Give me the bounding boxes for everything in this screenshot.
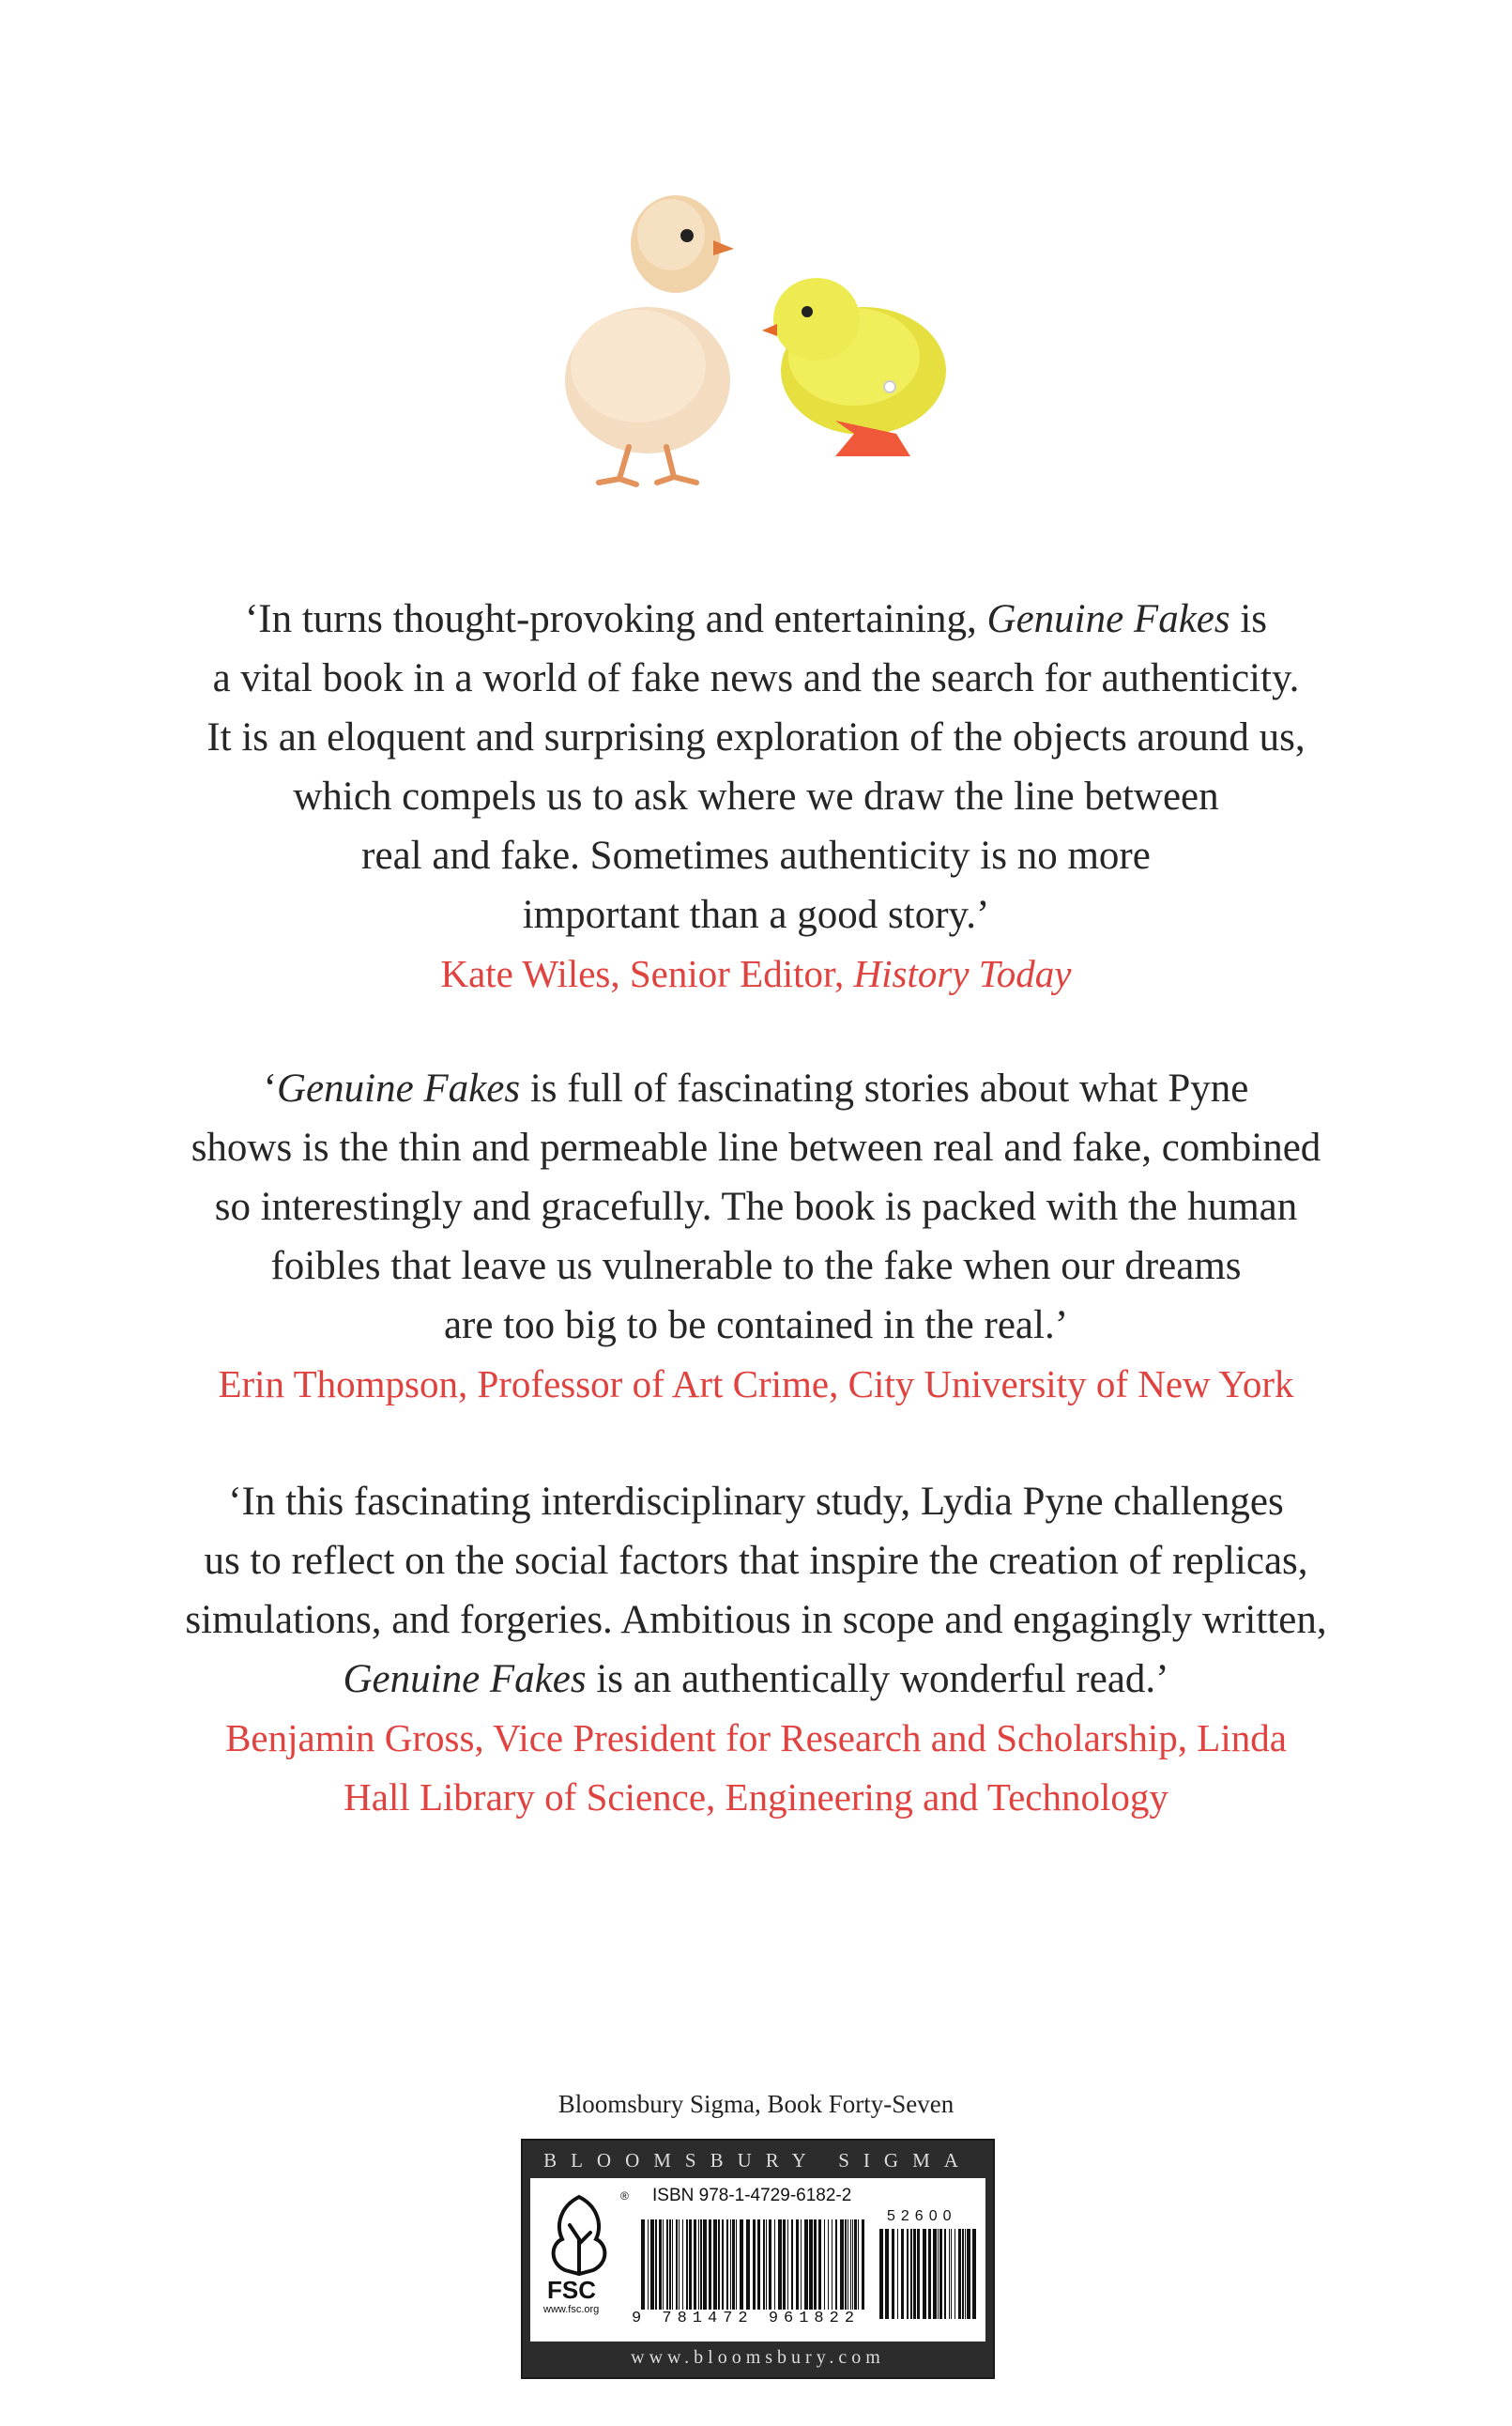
- barcode-bar: [746, 2219, 750, 2310]
- quote-line: Genuine Fakes is an authentically wonderful read.’: [343, 1657, 1169, 1701]
- quote-line: simulations, and forgeries. Ambitious in scope and engagingly written,: [185, 1598, 1327, 1642]
- fsc-label: FSC: [547, 2276, 596, 2304]
- quote-line: ‘In this fascinating interdisciplinary study, Lydia Pyne challenges: [228, 1480, 1284, 1524]
- quote-line: are too big to be contained in the real.’: [443, 1303, 1069, 1347]
- barcode-bar: [769, 2219, 771, 2310]
- barcode-bar: [774, 2219, 775, 2310]
- barcode-bar: [736, 2219, 737, 2310]
- barcode-bar: [814, 2219, 817, 2310]
- chicks-illustration: [526, 169, 995, 488]
- barcode-bar: [703, 2219, 707, 2310]
- quote-text: [113, 1472, 1399, 1709]
- quote-line: foibles that leave us vulnerable to the fake when our dreams: [270, 1244, 1242, 1288]
- quote-line: shows is the thin and permeable line between real and fake, combined: [191, 1126, 1321, 1170]
- barcode-bar: [686, 2219, 688, 2310]
- barcode-bar: [840, 2219, 844, 2310]
- quote-line: real and fake. Sometimes authenticity is no more: [361, 834, 1151, 878]
- barcode-bar: [650, 2219, 654, 2310]
- barcode-bar: [939, 2229, 942, 2319]
- barcode-bar: [897, 2229, 898, 2319]
- barcode-bar: [796, 2219, 799, 2310]
- barcode-bar: [965, 2229, 966, 2319]
- barcode-bar: [672, 2219, 673, 2310]
- barcode-bar: [928, 2229, 931, 2319]
- barcode-bar: [938, 2229, 939, 2319]
- barcode-bar: [682, 2219, 683, 2310]
- barcode-bar: [700, 2219, 702, 2310]
- quote-line: It is an eloquent and surprising exploration of the objects around us,: [206, 715, 1306, 760]
- barcode-bar: [854, 2219, 857, 2310]
- barcode-bar: [913, 2229, 916, 2319]
- barcode-bar: [824, 2219, 825, 2310]
- barcode-bar: [763, 2219, 765, 2310]
- quote-line: a vital book in a world of fake news and the search for authenticity.: [212, 656, 1300, 700]
- attribution-line: Hall Library of Science, Engineering and Technology: [344, 1775, 1168, 1819]
- barcode-bar: [917, 2229, 920, 2319]
- quote-line: us to reflect on the social factors that inspire the creation of replicas,: [204, 1539, 1308, 1583]
- fsc-web: www.fsc.org: [543, 2304, 600, 2315]
- attribution-line: Benjamin Gross, Vice President for Research and Scholarship, Linda: [225, 1716, 1287, 1759]
- panel-footer: www.bloomsbury.com: [631, 2347, 885, 2368]
- barcode-bar: [910, 2229, 912, 2319]
- barcode-bar: [753, 2219, 756, 2310]
- attribution-line: Erin Thompson, Professor of Art Crime, City University of New York: [218, 1362, 1294, 1405]
- barcode-bar: [694, 2219, 696, 2310]
- barcode-bar: [801, 2219, 802, 2310]
- barcode-bar: [972, 2229, 976, 2319]
- barcode-bar: [709, 2219, 711, 2310]
- price-code: 52600: [887, 2208, 957, 2224]
- barcode-bar: [666, 2219, 668, 2310]
- barcode-bar: [962, 2229, 964, 2319]
- barcode-addon-icon: [879, 2229, 978, 2319]
- barcode-bar: [722, 2219, 724, 2310]
- barcode-bar: [944, 2229, 946, 2319]
- barcode-bar: [852, 2219, 853, 2310]
- quote-block-3: [113, 1472, 1399, 1827]
- barcode-bar: [732, 2219, 735, 2310]
- barcode-bar: [850, 2219, 851, 2310]
- barcode-bar: [663, 2219, 664, 2310]
- barcode-bar: [933, 2229, 937, 2319]
- quote-attribution: [113, 1355, 1399, 1414]
- barcode-number: 9 781472 961822: [632, 2310, 861, 2327]
- barcode-bar: [730, 2219, 731, 2310]
- barcode-bar: [845, 2219, 847, 2310]
- barcode-bar: [967, 2229, 970, 2319]
- quote-block-1: [113, 590, 1399, 1004]
- real-chick-icon: [565, 195, 734, 484]
- barcode-bar: [757, 2219, 760, 2310]
- barcode-bar: [791, 2219, 793, 2310]
- quote-attribution: [113, 944, 1399, 1004]
- barcode-panel: [521, 2139, 995, 2379]
- barcode-bar: [885, 2229, 889, 2319]
- barcode-bar: [862, 2219, 864, 2310]
- barcode-bar: [659, 2219, 662, 2310]
- barcode-bar: [783, 2219, 786, 2310]
- barcode-bar: [818, 2219, 821, 2310]
- barcode-bar: [718, 2219, 720, 2310]
- barcode-bar: [740, 2219, 743, 2310]
- barcode-bar: [951, 2229, 952, 2319]
- barcode-bar: [648, 2219, 649, 2310]
- barcode-bar: [676, 2219, 678, 2310]
- barcode-bar: [655, 2219, 657, 2310]
- barcode-bar: [858, 2219, 859, 2310]
- registered-mark: ®: [620, 2189, 629, 2203]
- barcode-bar: [835, 2219, 837, 2310]
- barcode-bar: [828, 2219, 829, 2310]
- barcode-bar: [766, 2219, 767, 2310]
- barcode-bar: [958, 2229, 961, 2319]
- barcode-bar: [809, 2219, 813, 2310]
- quote-line: ‘In turns thought-provoking and entertaining, Genuine Fakes is: [244, 597, 1268, 641]
- barcode-bar: [949, 2229, 950, 2319]
- barcode-bar: [901, 2229, 904, 2319]
- quote-line: so interestingly and gracefully. The book is packed with the human: [214, 1185, 1298, 1229]
- barcode-bar: [679, 2219, 680, 2310]
- barcode-bar: [879, 2229, 883, 2319]
- barcode-bar: [698, 2219, 699, 2310]
- barcode-bar: [689, 2219, 692, 2310]
- barcode-bar: [923, 2229, 926, 2319]
- barcode-bar: [641, 2219, 645, 2310]
- panel-header: BLOOMSBURY SIGMA: [543, 2149, 972, 2172]
- toy-chick-icon: [762, 278, 946, 456]
- barcode-bar: [892, 2229, 894, 2319]
- quote-line: ‘Genuine Fakes is full of fascinating stories about what Pyne: [263, 1067, 1249, 1111]
- barcode-bar: [726, 2219, 728, 2310]
- quote-block-2: [113, 1059, 1399, 1414]
- barcode-area: [530, 2178, 985, 2342]
- barcode-bar: [713, 2219, 717, 2310]
- isbn-text: ISBN 978-1-4729-6182-2: [652, 2186, 852, 2205]
- barcode-main-icon: [641, 2219, 864, 2310]
- quote-text: [113, 1059, 1399, 1355]
- attribution-line: Kate Wiles, Senior Editor, History Today: [440, 952, 1072, 995]
- quote-attribution: [113, 1709, 1399, 1827]
- barcode-bar: [787, 2219, 788, 2310]
- barcode-bar: [778, 2219, 782, 2310]
- quote-line: important than a good story.’: [522, 893, 990, 937]
- barcode-bar: [804, 2219, 808, 2310]
- quote-text: [113, 590, 1399, 944]
- barcode-bar: [669, 2219, 671, 2310]
- barcode-bar: [907, 2229, 909, 2319]
- quote-line: which compels us to ask where we draw the line between: [293, 775, 1219, 819]
- series-line: Bloomsbury Sigma, Book Forty-Seven: [557, 2090, 955, 2118]
